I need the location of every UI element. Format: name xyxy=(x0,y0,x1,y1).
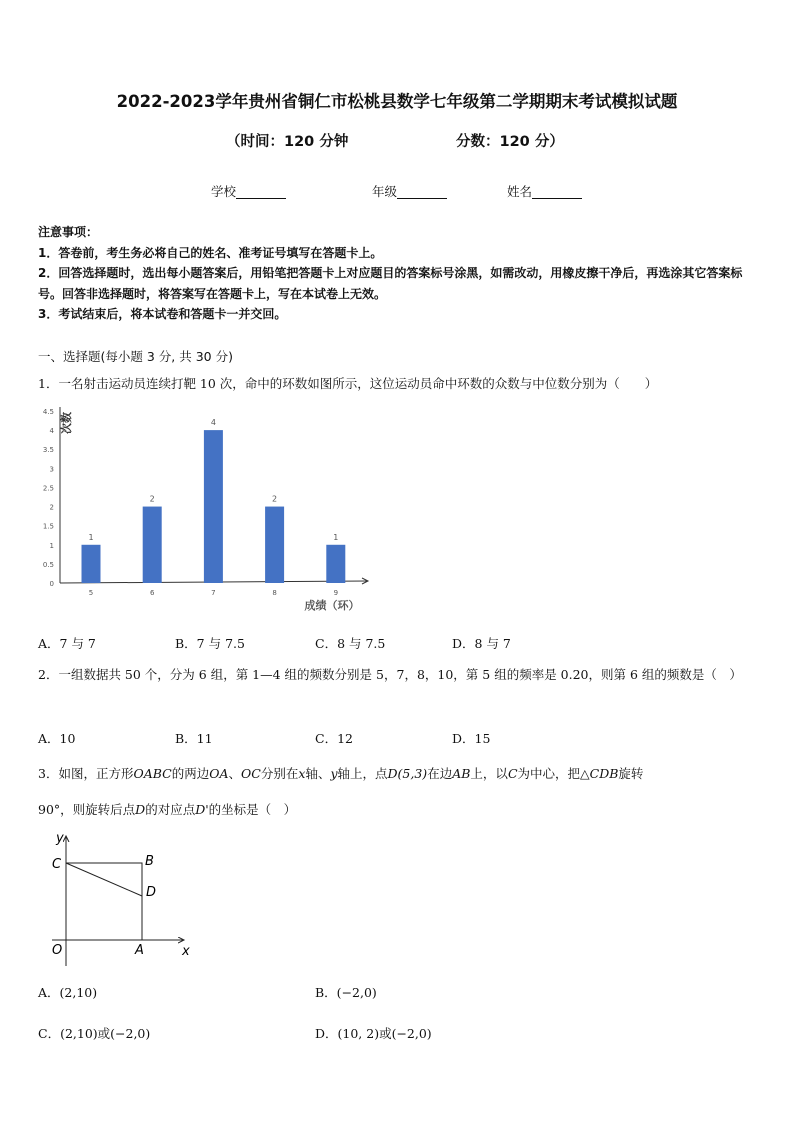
q3-math: OC xyxy=(241,766,261,781)
bar-data-label: 1 xyxy=(333,532,339,542)
name-field[interactable] xyxy=(507,182,582,200)
page-title: 2022-2023学年贵州省铜仁市松桃县数学七年级第二学期期末考试模拟试题 xyxy=(116,92,678,111)
q2-option-d[interactable]: D．15 xyxy=(452,731,491,746)
bar-data-label: 4 xyxy=(210,418,216,428)
q1-option-d[interactable]: D．8 与 7 xyxy=(452,636,511,651)
q3-math: OABC xyxy=(133,766,172,781)
q3-option-d[interactable]: D．(10, 2)或(−2,0) xyxy=(315,1026,432,1041)
q3-math: C xyxy=(507,766,518,781)
bar-7 xyxy=(204,430,223,583)
q3-math: D(5,3) xyxy=(387,766,428,781)
bar-9 xyxy=(326,545,345,583)
y-tick-label: 4.5 xyxy=(42,408,54,416)
q3-part: 的坐标是（ ） xyxy=(208,802,297,817)
q3-math: OA xyxy=(209,766,229,781)
y-tick-label: 1 xyxy=(49,541,54,550)
q3-part: 的对应点 xyxy=(145,802,196,817)
label-b: B xyxy=(145,854,154,869)
q3-math: △CDB xyxy=(580,766,619,781)
y-tick-label: 3 xyxy=(49,465,54,474)
question-1-text: 1．一名射击运动员连续打靶 10 次，命中的环数如图所示，这位运动员命中环数的众数与中位数分别为（ ） xyxy=(38,376,658,391)
q1-option-c[interactable]: C．8 与 7.5 xyxy=(315,636,386,651)
y-tick-label: 2 xyxy=(49,503,54,512)
bar-data-label: 2 xyxy=(149,494,155,504)
notes-block xyxy=(38,222,760,325)
exam-score: 分数：120 分） xyxy=(456,134,564,150)
x-axis-title: 成绩（环） xyxy=(304,599,360,612)
note-item: 1．答卷前，考生务必将自己的姓名、准考证号填写在答题卡上。 xyxy=(38,245,383,260)
q1-option-b[interactable]: B．7 与 7.5 xyxy=(175,636,245,651)
q3-part: 分别在 xyxy=(260,766,299,781)
question-3-line-1 xyxy=(38,764,643,782)
question-3-line-2 xyxy=(38,800,296,818)
grade-field[interactable] xyxy=(372,182,447,200)
question-2-text: 2．一组数据共 50 个，分为 6 组，第 1—4 组的频数分别是 5，7，8，10，第 5 组的频率是 0.20，则第 6 组的频数是（ ） xyxy=(38,667,742,682)
q3-option-b[interactable]: B．(−2,0) xyxy=(315,985,377,1000)
y-axis-title: 次数 xyxy=(60,412,73,434)
label-d: D xyxy=(146,885,157,900)
grade-blank[interactable] xyxy=(397,185,447,199)
q3-math: y xyxy=(330,766,338,781)
y-tick-label: 3.5 xyxy=(42,446,54,455)
bar-5 xyxy=(82,545,101,583)
exam-time: （时间：120 分钟 xyxy=(226,134,349,150)
q2-option-b[interactable]: B．11 xyxy=(175,731,213,746)
q2-option-a[interactable]: A．10 xyxy=(38,731,76,746)
q3-part: 轴、 xyxy=(305,766,331,781)
bar-8 xyxy=(265,507,284,583)
q3-math: D' xyxy=(195,802,209,817)
x-tick-label: 8 xyxy=(272,589,277,597)
section-heading: 一、选择题(每小题 3 分, 共 30 分) xyxy=(38,349,233,364)
q3-part: 轴上，点 xyxy=(337,766,388,781)
q3-part: 在边 xyxy=(427,766,453,781)
note-item: 3．考试结束后，将本试卷和答题卡一并交回。 xyxy=(38,307,287,321)
q2-option-c[interactable]: C．12 xyxy=(315,731,353,746)
label-y: y xyxy=(56,831,64,846)
label-c: C xyxy=(52,857,62,872)
bar-data-label: 2 xyxy=(272,494,278,504)
school-blank[interactable] xyxy=(236,185,286,199)
q3-math: D xyxy=(135,802,146,817)
q3-part: 、 xyxy=(228,766,242,781)
q3-part: 90°，则旋转后点 xyxy=(38,802,136,817)
x-tick-label: 9 xyxy=(333,589,339,597)
q3-option-c[interactable]: C．(2,10)或(−2,0) xyxy=(38,1026,151,1041)
y-tick-label: 0 xyxy=(49,580,54,588)
name-label: 姓名 xyxy=(507,184,533,199)
notes-heading: 注意事项： xyxy=(38,225,99,239)
school-label: 学校 xyxy=(211,184,237,199)
name-blank[interactable] xyxy=(532,185,582,199)
y-tick-label: 1.5 xyxy=(42,522,54,531)
label-o: O xyxy=(52,943,63,958)
note-item: 2．回答选择题时，选出每小题答案后，用铅笔把答题卡上对应题目的答案标号涂黑，如需改动，用橡皮擦干净后，再选涂其它答案标号。回答非选择题时，将答案写在答题卡上，写在本试卷上无效。 xyxy=(38,266,743,301)
square-oabc xyxy=(66,863,142,940)
x-tick-label: 5 xyxy=(88,589,94,597)
bar-6 xyxy=(143,507,162,583)
grade-label: 年级 xyxy=(372,184,398,199)
q3-part: 的两边 xyxy=(171,766,210,781)
bar-chart xyxy=(36,402,376,614)
label-a: A xyxy=(135,943,144,958)
square-rotation-figure xyxy=(44,828,194,968)
school-field[interactable] xyxy=(211,182,286,200)
q3-math: AB xyxy=(452,766,471,781)
x-tick-label: 6 xyxy=(149,589,155,597)
q3-part: 为中心，把 xyxy=(517,766,581,781)
x-tick-label: 7 xyxy=(211,589,216,597)
y-tick-label: 4 xyxy=(49,427,54,436)
y-tick-label: 0.5 xyxy=(42,560,54,569)
q3-math: x xyxy=(298,766,306,781)
q3-part: 上，以 xyxy=(470,766,508,781)
bar-data-label: 1 xyxy=(88,532,94,542)
q3-part: 3．如图，正方形 xyxy=(38,766,134,781)
q3-part: 旋转 xyxy=(618,766,644,781)
segment-cd xyxy=(66,863,142,896)
q3-option-a[interactable]: A．(2,10) xyxy=(38,985,98,1000)
label-x: x xyxy=(182,944,190,959)
y-tick-label: 2.5 xyxy=(42,484,54,493)
q1-option-a[interactable]: A．7 与 7 xyxy=(38,636,96,651)
